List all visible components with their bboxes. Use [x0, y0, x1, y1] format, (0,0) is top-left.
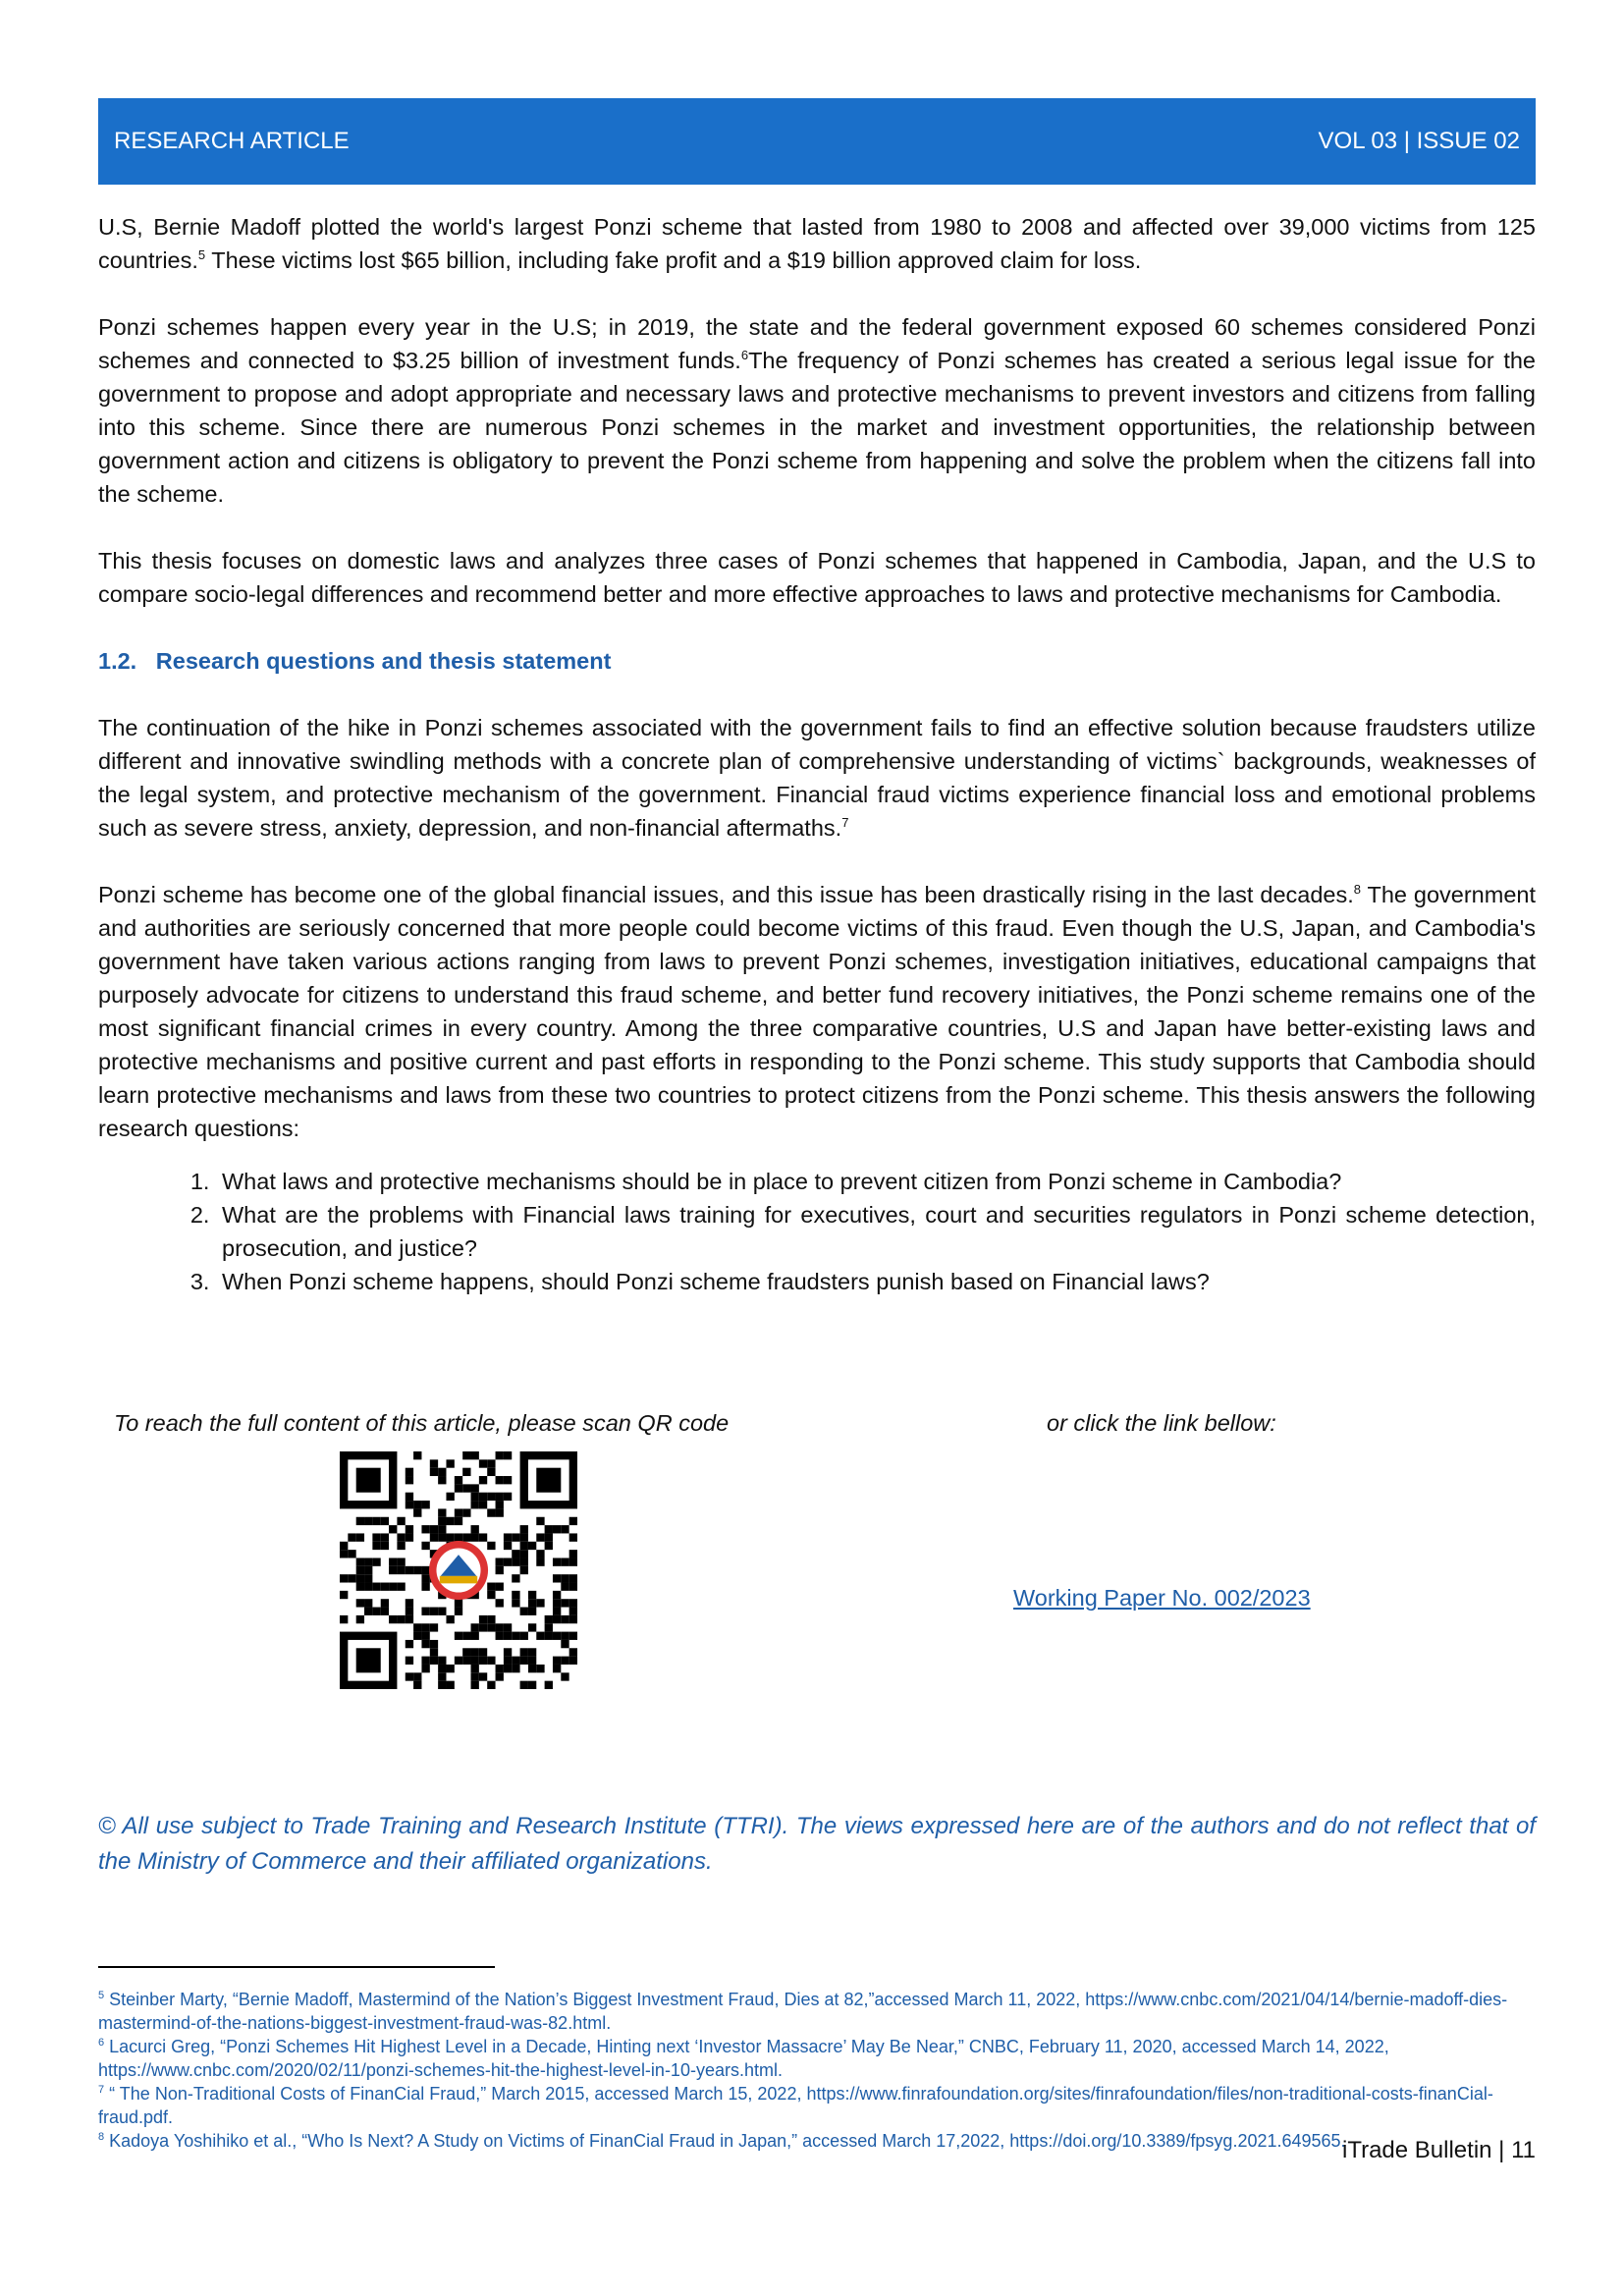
- link-instruction: or click the link bellow:: [1047, 1410, 1276, 1436]
- working-paper-link[interactable]: Working Paper No. 002/2023: [1013, 1585, 1311, 1611]
- qr-code-icon[interactable]: [340, 1451, 577, 1689]
- qr-instruction: To reach the full content of this article, please scan QR code: [114, 1410, 730, 1436]
- footnote-ref-6[interactable]: 6: [740, 348, 749, 363]
- footnote-ref-8[interactable]: 8: [1353, 882, 1361, 898]
- page-header: [98, 98, 1536, 185]
- paragraph-1: U.S, Bernie Madoff plotted the world's largest Ponzi scheme that lasted from 1980 to 2008 and affected over 39,000 victims from 125 countries.$^5$ These victims lost $65 billion, including fake profit and a $19 billion approved claim for loss.: [98, 214, 1536, 273]
- footnote-7: $^7$ “ The Non-Traditional Costs of FinanCial Fraud,” March 2015, accessed March 15, 2022, https://www.finrafoundation.org/sites/finrafoundation/files/non-traditional-costs-finanCial-fraud.pdf.: [98, 2084, 1493, 2127]
- list-item: 1. What laws and protective mechanisms should be in place to prevent citizen from Ponzi scheme in Cambodia?: [216, 1165, 1536, 1198]
- paragraph-4: The continuation of the hike in Ponzi schemes associated with the government fails to find an effective solution because fraudsters utilize different and innovative swindling methods with a concrete plan of comprehensive understanding of victims` backgrounds, weaknesses of the legal system, and protective mechanism of the government. Financial fraud victims experience financial loss and emotional problems such as severe stress, anxiety, depression, and non-financial aftermaths.$^7$: [98, 715, 1536, 841]
- footnote-divider: [98, 1966, 495, 1968]
- paragraph-5: Ponzi scheme has become one of the global financial issues, and this issue has been drastically rising in the last decades.$^8$ The government and authorities are seriously concerned that more people could become victims of this fraud. Even though the U.S, Japan, and Cambodia's government have taken various actions ranging from laws to prevent Ponzi schemes, investigation initiatives, educational campaigns that purposely advocate for citizens to understand this fraud scheme, and better fund recovery initiatives, the Ponzi scheme remains one of the most significant financial crimes in every country. Among the three comparative countries, U.S and Japan have better-existing laws and protective mechanisms and positive current and past efforts in responding to the Ponzi scheme. This study supports that Cambodia should learn protective mechanisms and laws from these two countries to protect citizens from the Ponzi scheme. This thesis answers the following research questions:: [98, 882, 1536, 1141]
- section-heading: 1.2. Research questions and thesis statement: [98, 648, 612, 674]
- footnotes: [98, 1988, 1536, 2153]
- footnote-6: $^6$ Lacurci Greg, “Ponzi Schemes Hit Highest Level in a Decade, Hinting next ‘Investor Massacre’ May Be Near,” CNBC, February 11, 2020, accessed March 14, 2022, https://www.cnbc.com/2020/02/11/ponzi-schemes-hit-the-highest-level-in-10-years.html.: [98, 2037, 1389, 2080]
- copyright-notice: © All use subject to Trade Training and Research Institute (TTRI). The views expressed here are of the authors and do not reflect that of the Ministry of Commerce and their affiliated organizations.: [98, 1813, 1536, 1875]
- header-volume-issue: VOL 03 | ISSUE 02: [1318, 128, 1520, 154]
- footnote-ref-5[interactable]: 5: [197, 247, 206, 263]
- list-item: 3. When Ponzi scheme happens, should Ponzi scheme fraudsters punish based on Financial laws?: [216, 1265, 1536, 1298]
- article-body: [98, 210, 1536, 1298]
- paragraph-2: Ponzi schemes happen every year in the U.S; in 2019, the state and the federal government exposed 60 schemes considered Ponzi schemes and connected to $3.25 billion of investment funds.$^6$The frequency of Ponzi schemes has created a serious legal issue for the government to propose and adopt appropriate and necessary laws and protective mechanisms to prevent investors and citizens from falling into this scheme. Since there are numerous Ponzi schemes in the market and investment opportunities, the relationship between government action and citizens is obligatory to prevent the Ponzi scheme from happening and solve the problem when the citizens fall into the scheme.: [98, 314, 1536, 507]
- footnote-ref-7[interactable]: 7: [841, 815, 849, 831]
- header-section-label: RESEARCH ARTICLE: [114, 128, 350, 154]
- qr-section: [98, 1410, 1536, 1705]
- footnote-5: $^5$ Steinber Marty, “Bernie Madoff, Mastermind of the Nation’s Biggest Investment Fraud, Dies at 82,”accessed March 11, 2022, https://www.cnbc.com/2021/04/14/bernie-madoff-dies-mastermind-of-the-nations-biggest-investment-fraud-was-82.html.: [98, 1990, 1508, 2033]
- list-item: 2. What are the problems with Financial laws training for executives, court and securities regulators in Ponzi scheme detection, prosecution, and justice?: [216, 1198, 1536, 1265]
- footnote-8: $^8$ Kadoya Yoshihiko et al., “Who Is Next? A Study on Victims of FinanCial Fraud in Japan,” accessed March 17,2022, https://doi.org/10.3389/fpsyg.2021.649565.: [98, 2131, 1346, 2151]
- research-questions-list: [98, 1165, 1536, 1298]
- paragraph-3: This thesis focuses on domestic laws and analyzes three cases of Ponzi schemes that happened in Cambodia, Japan, and the U.S to compare socio-legal differences and recommend better and more effective approaches to laws and protective mechanisms for Cambodia.: [98, 548, 1536, 607]
- page-footer: iTrade Bulletin | 11: [1341, 2137, 1536, 2163]
